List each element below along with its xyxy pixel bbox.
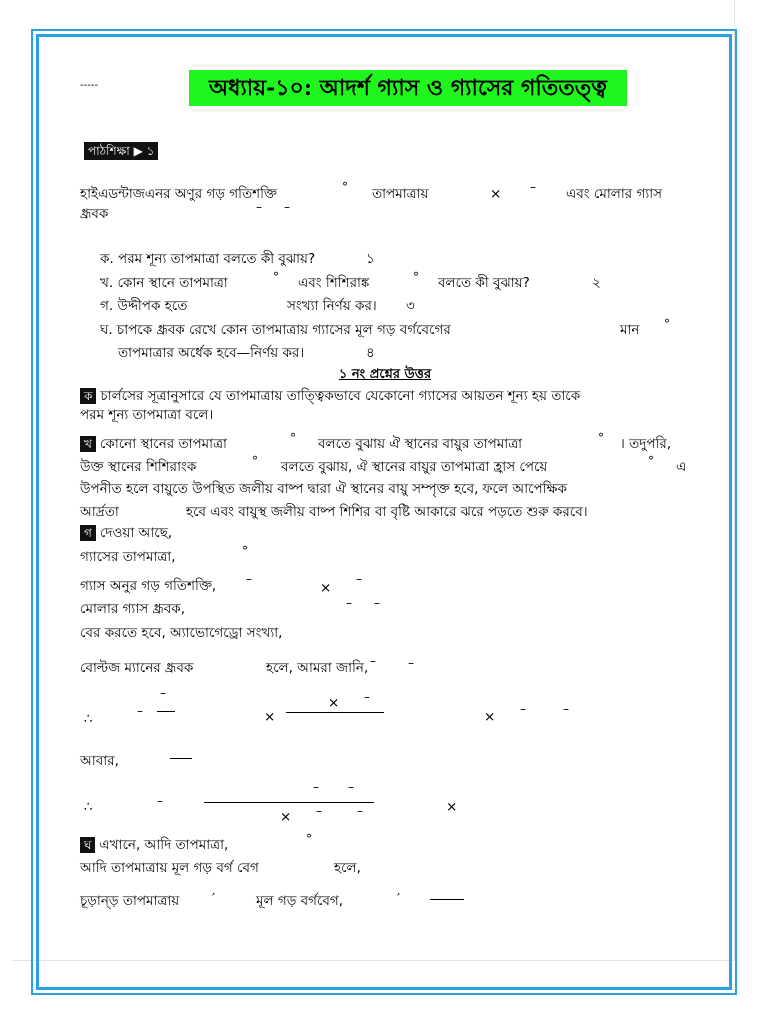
question-kha: খ. কোন স্থানে তাপমাত্রা (100, 275, 228, 291)
therefore-symbol: ∴ (84, 799, 93, 815)
degree-symbol: ° (598, 431, 604, 445)
bar-symbol: – (520, 702, 526, 716)
bar-symbol: – (530, 180, 536, 194)
question-ka: ক. পরম শূন্য তাপমাত্রা বলতে কী বুঝায়? (100, 251, 316, 267)
fraction-line (430, 899, 464, 900)
question-ga-end: সংখ্যা নির্ণয় কর। (287, 298, 377, 314)
answer-ga-R: মোলার গ্যাস ধ্রূবক, (80, 601, 186, 617)
stem-line1-c: এবং মোলার গ্যাস (566, 186, 663, 202)
answer-gha-line2a: আদি তাপমাত্রায় মূল গড় বর্গ বেগ (80, 860, 259, 876)
answer-kha-line2b: বলতে বুঝায়, ঐ স্থানের বায়ুর তাপমাত্রা হ্রাস পেয়ে (281, 459, 548, 475)
answer-ga-label: গ (80, 525, 96, 541)
again-label: আবার, (80, 753, 119, 769)
stem-line2: ধ্রূবক (80, 206, 109, 222)
bar-symbol: – (346, 596, 352, 610)
answer-kha-line3: উপনীত হলে বায়ুতে উপস্থিত জলীয় বাষ্প দ্বারা ঐ স্থানের বায়ু সম্পৃক্ত হবে, ফলে আপেক্ষিক (80, 481, 567, 497)
fraction-line (157, 711, 175, 712)
answer-ga-ke: গ্যাস অনুর গড় গতিশক্তি, (80, 578, 217, 594)
dash-mark: ----- (80, 80, 99, 91)
bar-symbol: – (316, 804, 322, 818)
times-symbol: × (490, 186, 502, 202)
times-symbol: × (484, 709, 496, 725)
answer-gha-line1 (80, 836, 228, 854)
answer-gha-text: এখানে, আদি তাপমাত্রা, (99, 837, 229, 853)
question-kha-mid: এবং শিশিরাঙ্ক (298, 275, 370, 291)
question-gha-line2: তাপমাত্রার অর্ধেক হবে—নির্ণয় কর। (118, 345, 305, 361)
question-ga-mark: ৩ (406, 298, 415, 314)
answer-ka-text: চার্লসের সূত্রানুসারে যে তাপমাত্রায় তাত্ত্বিকভাবে যেকোনো গ্যাসের আয়তন শূন্য হয় তাকে (100, 388, 581, 404)
bar-symbol: – (157, 794, 163, 808)
answer-kha-text-b: বলতে বুঝায় ঐ স্থানের বায়ুর তাপমাত্রা (318, 436, 523, 452)
fraction-line (170, 758, 192, 759)
prime-symbol: ′ (212, 891, 216, 907)
bar-symbol: – (137, 704, 143, 718)
fraction-line (286, 712, 384, 713)
prime-symbol: ′ (397, 891, 401, 907)
bar-symbol: – (348, 780, 354, 794)
answer-gha-label: ঘ (80, 837, 95, 853)
answer-ga-find: বের করতে হবে, অ্যাভোগেড্রো সংখ্যা, (80, 625, 283, 641)
times-symbol: × (446, 799, 458, 815)
fraction-line (204, 802, 374, 803)
learning-badge: পাঠশিক্ষা ▶ ১ (84, 142, 158, 160)
degree-symbol: ° (664, 317, 670, 331)
answer-kha-line2a: উক্ত স্থানের শিশিরাংক (80, 459, 197, 475)
answer-kha-line2c: এ (676, 459, 687, 475)
bar-symbol: – (374, 596, 380, 610)
answer-ka-label: ক (80, 388, 96, 404)
answer-kha-text-a: কোনো স্থানের তাপমাত্রা (99, 436, 227, 452)
times-symbol: × (280, 809, 292, 825)
bar-symbol: – (356, 572, 362, 586)
answer-gha-line3a: চূড়ান্ড় তাপমাত্রায় (80, 893, 180, 909)
answer-kha-line4b: হবে এবং বায়ুস্থ জলীয় বাষ্প শিশির বা বৃষ্টি আকারে ঝরে পড়তে শুরু করবে। (186, 504, 588, 520)
degree-symbol: ° (648, 454, 654, 468)
answer-gha-line3b: মূল গড় বর্গবেগ, (256, 893, 344, 909)
degree-symbol: ° (273, 270, 279, 284)
question-ga: গ. উদ্দীপক হতে (100, 298, 188, 314)
answer-kha-text-c: । তদুপরি, (620, 436, 672, 452)
answer-heading: ১ নং প্রশ্নের উত্তর (338, 367, 432, 382)
bar-symbol: – (364, 690, 370, 704)
bar-symbol: – (313, 780, 319, 794)
answer-ga-temp: গ্যাসের তাপমাত্রা, (80, 549, 176, 565)
answer-ka-line2: পরম শূন্য তাপমাত্রা বলে। (80, 407, 214, 423)
answer-kha-label: খ (80, 436, 96, 452)
answer-ga-given: দেওয়া আছে, (99, 525, 173, 541)
degree-symbol: ° (242, 544, 248, 558)
answer-ga-boltz-b: হলে, আমরা জানি, (266, 660, 369, 676)
times-symbol: × (320, 580, 332, 596)
answer-kha-line4a: আর্দ্রতা (80, 504, 119, 520)
bar-symbol: – (563, 702, 569, 716)
times-symbol: × (328, 695, 340, 711)
question-kha-end: বলতে কী বুঝায়? (438, 275, 530, 291)
degree-symbol: ° (290, 431, 296, 445)
bar-symbol: – (256, 200, 262, 214)
degree-symbol: ° (413, 270, 419, 284)
degree-symbol: ° (306, 832, 312, 846)
bar-symbol: – (246, 572, 252, 586)
answer-ga-line1 (80, 524, 172, 542)
question-kha-mark: ২ (592, 275, 601, 291)
answer-gha-line2b: হলে, (334, 860, 361, 876)
degree-symbol: ° (252, 454, 258, 468)
answer-ka-line1 (80, 387, 580, 405)
question-gha-mark: ৪ (366, 345, 375, 361)
times-symbol: × (264, 709, 276, 725)
chapter-title: অধ্যায়-১০: আদর্শ গ্যাস ও গ্যাসের গতিতত্ত্ব (189, 70, 627, 106)
degree-symbol: ° (342, 180, 348, 194)
answer-ga-boltz-a: বোল্টজ ম্যানের ধ্রূবক (80, 660, 194, 676)
bar-symbol: – (160, 686, 166, 700)
question-gha-end: মান (620, 322, 640, 338)
question-ka-mark: ১ (366, 251, 375, 267)
stem-line1-b: তাপমাত্রায় (372, 186, 429, 202)
bar-symbol: – (370, 654, 376, 668)
bar-symbol: – (408, 656, 414, 670)
answer-kha-line1 (80, 435, 227, 453)
stem-line1-a: হাইএডন্টাজএনর অণুর গড় গতিশক্তি (80, 186, 278, 202)
bar-symbol: – (357, 804, 363, 818)
therefore-symbol: ∴ (84, 711, 93, 727)
bar-symbol: – (284, 200, 290, 214)
question-gha: ঘ. চাপকে ধ্রূবক রেখে কোন তাপমাত্রায় গ্যাসের মূল গড় বর্গবেগের (100, 322, 451, 338)
